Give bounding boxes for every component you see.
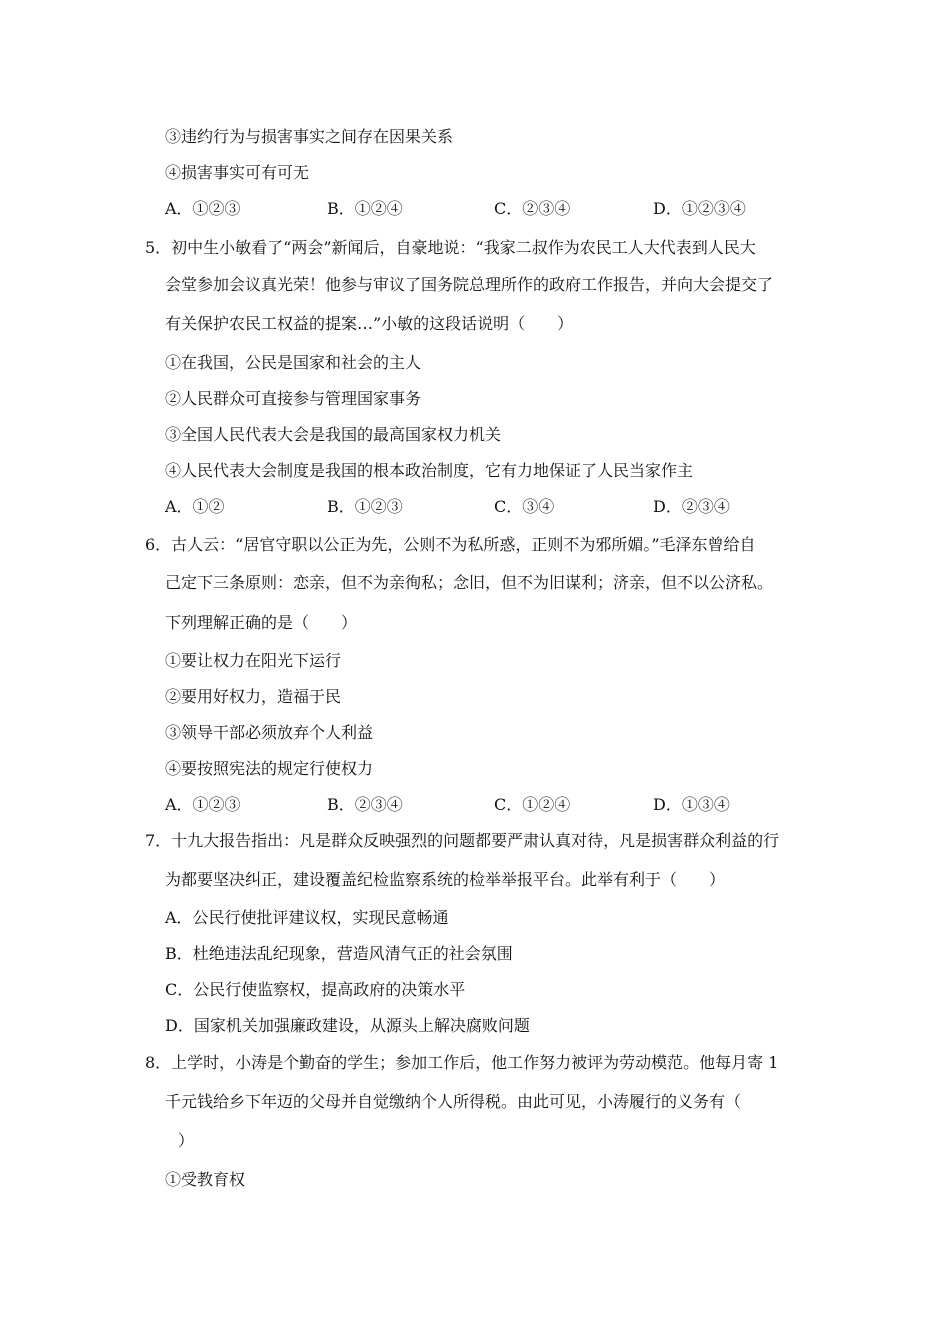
q5-stem-line-2: 会堂参加会议真光荣！他参与审议了国务院总理所作的政府工作报告，并向大会提交了 — [165, 275, 774, 294]
q5-statement-1: ①在我国，公民是国家和社会的主人 — [165, 353, 422, 372]
q4-option-a: A．①②③ — [165, 199, 241, 218]
q7-option-b: B．杜绝违法乱纪现象，营造风清气正的社会氛围 — [165, 944, 513, 963]
q5-stem-line-1: 5．初中生小敏看了“两会”新闻后，自豪地说：“我家二叔作为农民工人大代表到人民大 — [145, 238, 756, 257]
q8-stem-line-3: ） — [178, 1131, 195, 1150]
q6-statement-2: ②要用好权力，造福于民 — [165, 687, 342, 706]
q6-option-b: B．②③④ — [327, 795, 403, 814]
q4-statement-3: ③违约行为与损害事实之间存在因果关系 — [165, 127, 454, 146]
q7-stem-line-2: 为都要坚决纠正，建设覆盖纪检监察系统的检举举报平台。此举有利于（ ） — [165, 870, 726, 889]
q5-stem-line-3: 有关保护农民工权益的提案…”小敏的这段话说明（ ） — [165, 314, 574, 333]
q6-statement-4: ④要按照宪法的规定行使权力 — [165, 759, 374, 778]
q6-stem-line-3: 下列理解正确的是（ ） — [165, 613, 358, 632]
q6-statement-1: ①要让权力在阳光下运行 — [165, 651, 342, 670]
q5-option-b: B．①②③ — [327, 497, 403, 516]
q6-option-c: C．①②④ — [494, 795, 571, 814]
q8-stem-line-2: 千元钱给乡下年迈的父母并自觉缴纳个人所得税。由此可见，小涛履行的义务有（ — [165, 1092, 742, 1111]
q5-option-c: C．③④ — [494, 497, 555, 516]
q5-option-d: D．②③④ — [653, 497, 730, 516]
q5-statement-3: ③全国人民代表大会是我国的最高国家权力机关 — [165, 425, 502, 444]
q6-stem-line-1: 6．古人云：“居官守职以公正为先，公则不为私所惑，正则不为邪所媚。”毛泽东曾给自 — [145, 535, 756, 554]
q5-option-a: A．①② — [165, 497, 225, 516]
q8-stem-line-1: 8．上学时，小涛是个勤奋的学生；参加工作后，他工作努力被评为劳动模范。他每月寄 1 — [145, 1053, 779, 1072]
q8-statement-1: ①受教育权 — [165, 1170, 246, 1189]
q7-option-c: C．公民行使监察权，提高政府的决策水平 — [165, 980, 466, 999]
q6-option-a: A．①②③ — [165, 795, 241, 814]
q7-option-d: D．国家机关加强廉政建设，从源头上解决腐败问题 — [165, 1016, 530, 1035]
q6-statement-3: ③领导干部必须放弃个人利益 — [165, 723, 374, 742]
q4-option-c: C．②③④ — [494, 199, 571, 218]
q6-option-d: D．①③④ — [653, 795, 730, 814]
q4-option-d: D．①②③④ — [653, 199, 746, 218]
q5-statement-2: ②人民群众可直接参与管理国家事务 — [165, 389, 422, 408]
q7-stem-line-1: 7．十九大报告指出：凡是群众反映强烈的问题都要严肃认真对待，凡是损害群众利益的行 — [145, 831, 780, 850]
q7-option-a: A．公民行使批评建议权，实现民意畅通 — [165, 908, 449, 927]
q4-statement-4: ④损害事实可有可无 — [165, 163, 310, 182]
q4-option-b: B．①②④ — [327, 199, 403, 218]
q6-stem-line-2: 己定下三条原则：恋亲，但不为亲徇私；念旧，但不为旧谋利；济亲，但不以公济私。 — [165, 573, 774, 592]
q5-statement-4: ④人民代表大会制度是我国的根本政治制度，它有力地保证了人民当家作主 — [165, 461, 694, 480]
